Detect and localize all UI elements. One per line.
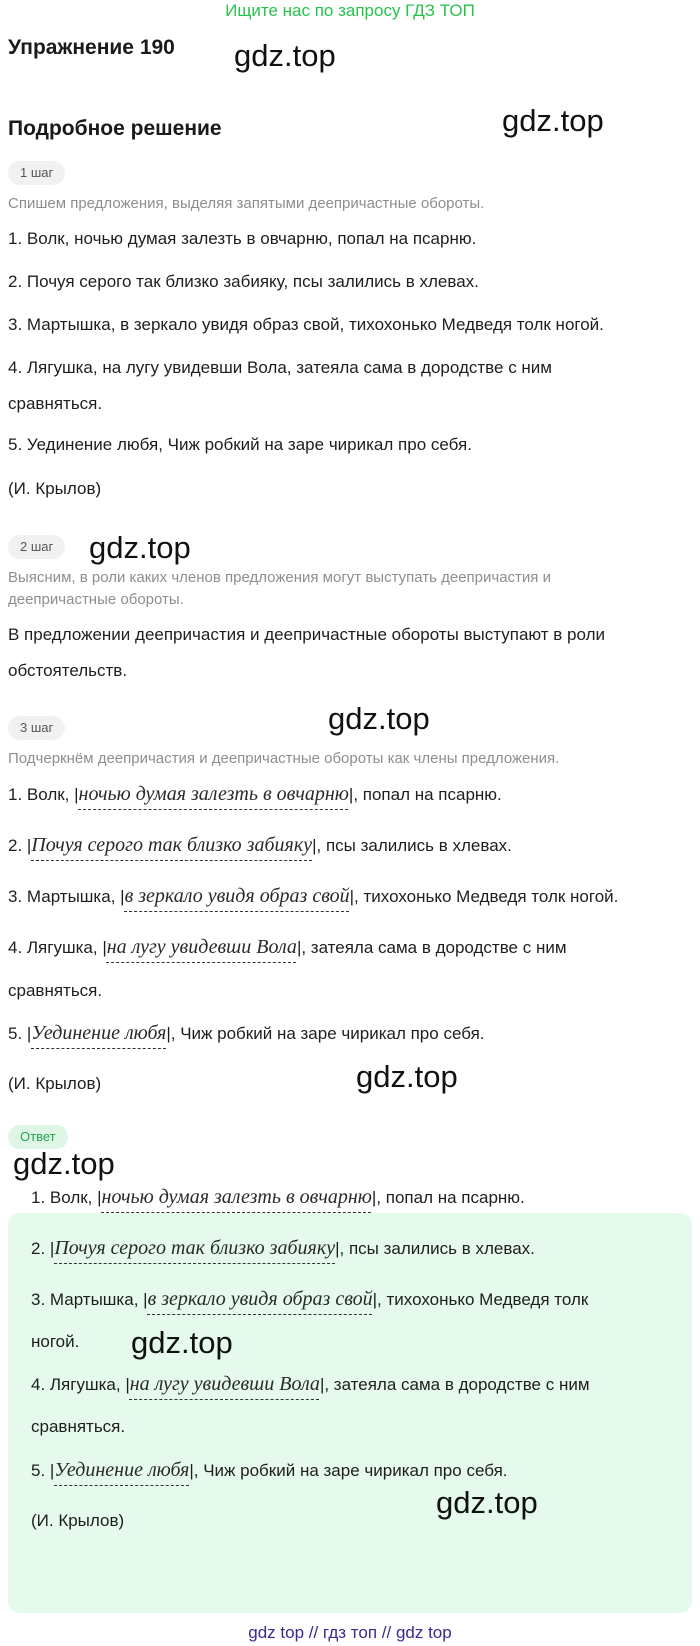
watermark: gdz.top [502,103,604,138]
step-3-line: 5. |Уединение любя|, Чиж робкий на заре чирикал про себя. [8,1022,485,1044]
watermark: gdz.top [328,701,430,736]
step-1-line: 2. Почуя серого так близко забияку, псы залились в хлевах. [8,272,479,291]
answer-line: 3. Мартышка, |в зеркало увидя образ свой|, тихохонько Медведя толк [31,1288,589,1310]
adverbial-participle-phrase: Почуя серого так близко забияку [54,1237,336,1259]
step-1-line: 1. Волк, ночью думая залезть в овчарню, попал на псарню. [8,229,477,248]
step-3-line-cont: сравняться. [8,981,103,1000]
step-2-badge: 2 шаг [8,535,65,559]
footer-links[interactable]: gdz top // гдз топ // gdz top [248,1623,452,1642]
adverbial-participle-phrase: ночью думая залезть в овчарню [78,783,349,805]
step-1-line: 3. Мартышка, в зеркало увидя образ свой, тихохонько Медведя толк ногой. [8,315,604,334]
watermark: gdz.top [234,38,336,73]
watermark: gdz.top [89,530,191,565]
answer-line-cont: сравняться. [31,1417,126,1436]
answer-line: 5. |Уединение любя|, Чиж робкий на заре чирикал про себя. [31,1459,508,1481]
exercise-title: Упражнение 190 [8,36,175,59]
watermark: gdz.top [356,1059,458,1094]
answer-line-cont: ногой. [31,1332,80,1351]
watermark: gdz.top [436,1485,538,1520]
adverbial-participle-phrase: Уединение любя [54,1459,190,1481]
watermark: gdz.top [13,1146,115,1181]
step-2-text: В предложении деепричастия и деепричастные обороты выступают в роли обстоятельств. [8,625,606,680]
adverbial-participle-phrase: Почуя серого так близко забияку [31,834,313,856]
step-1-badge: 1 шаг [8,161,65,185]
adverbial-participle-phrase: на лугу увидевши Вола [129,1373,320,1395]
step-3-line: 4. Лягушка, |на лугу увидевши Вола|, затеяла сама в дородстве с ним [8,936,567,958]
adverbial-participle-phrase: в зеркало увидя образ свой [147,1288,373,1310]
answer-line: 4. Лягушка, |на лугу увидевши Вола|, затеяла сама в дородстве с ним [31,1373,590,1395]
step-1-note: Спишем предложения, выделяя запятыми деепричастные обороты. [8,195,485,212]
adverbial-participle-phrase: ночью думая залезть в овчарню [101,1186,372,1208]
step-3-line: 1. Волк, |ночью думая залезть в овчарню|, попал на псарню. [8,783,502,805]
answer-author: (И. Крылов) [31,1511,125,1530]
adverbial-participle-phrase: Уединение любя [31,1022,167,1044]
section-title: Подробное решение [8,117,222,140]
step-3-line: 3. Мартышка, |в зеркало увидя образ свой|, тихохонько Медведя толк ногой. [8,885,619,907]
adverbial-participle-phrase: на лугу увидевши Вола [106,936,297,958]
answer-line: 1. Волк, |ночью думая залезть в овчарню|, попал на псарню. [31,1186,525,1208]
step-3-author: (И. Крылов) [8,1074,102,1093]
answer-line: 2. |Почуя серого так близко забияку|, псы залились в хлевах. [31,1237,535,1259]
step-2-note: Выясним, в роли каких членов предложения могут выступать деепричастия и деепричастные обороты. [8,569,551,608]
step-3-badge: 3 шаг [8,716,65,740]
answer-badge: Ответ [8,1125,68,1149]
step-1-line: 4. Лягушка, на лугу увидевши Вола, затеяла сама в дородстве с ним сравняться. [8,358,552,413]
adverbial-participle-phrase: в зеркало увидя образ свой [124,885,350,907]
step-1-author: (И. Крылов) [8,479,102,498]
step-1-line: 5. Уединение любя, Чиж робкий на заре чирикал про себя. [8,435,472,454]
search-banner[interactable]: Ищите нас по запросу ГДЗ ТОП [225,1,475,20]
watermark: gdz.top [131,1325,233,1360]
step-3-note: Подчеркнём деепричастия и деепричастные обороты как члены предложения. [8,750,560,767]
step-3-line: 2. |Почуя серого так близко забияку|, псы залились в хлевах. [8,834,512,856]
